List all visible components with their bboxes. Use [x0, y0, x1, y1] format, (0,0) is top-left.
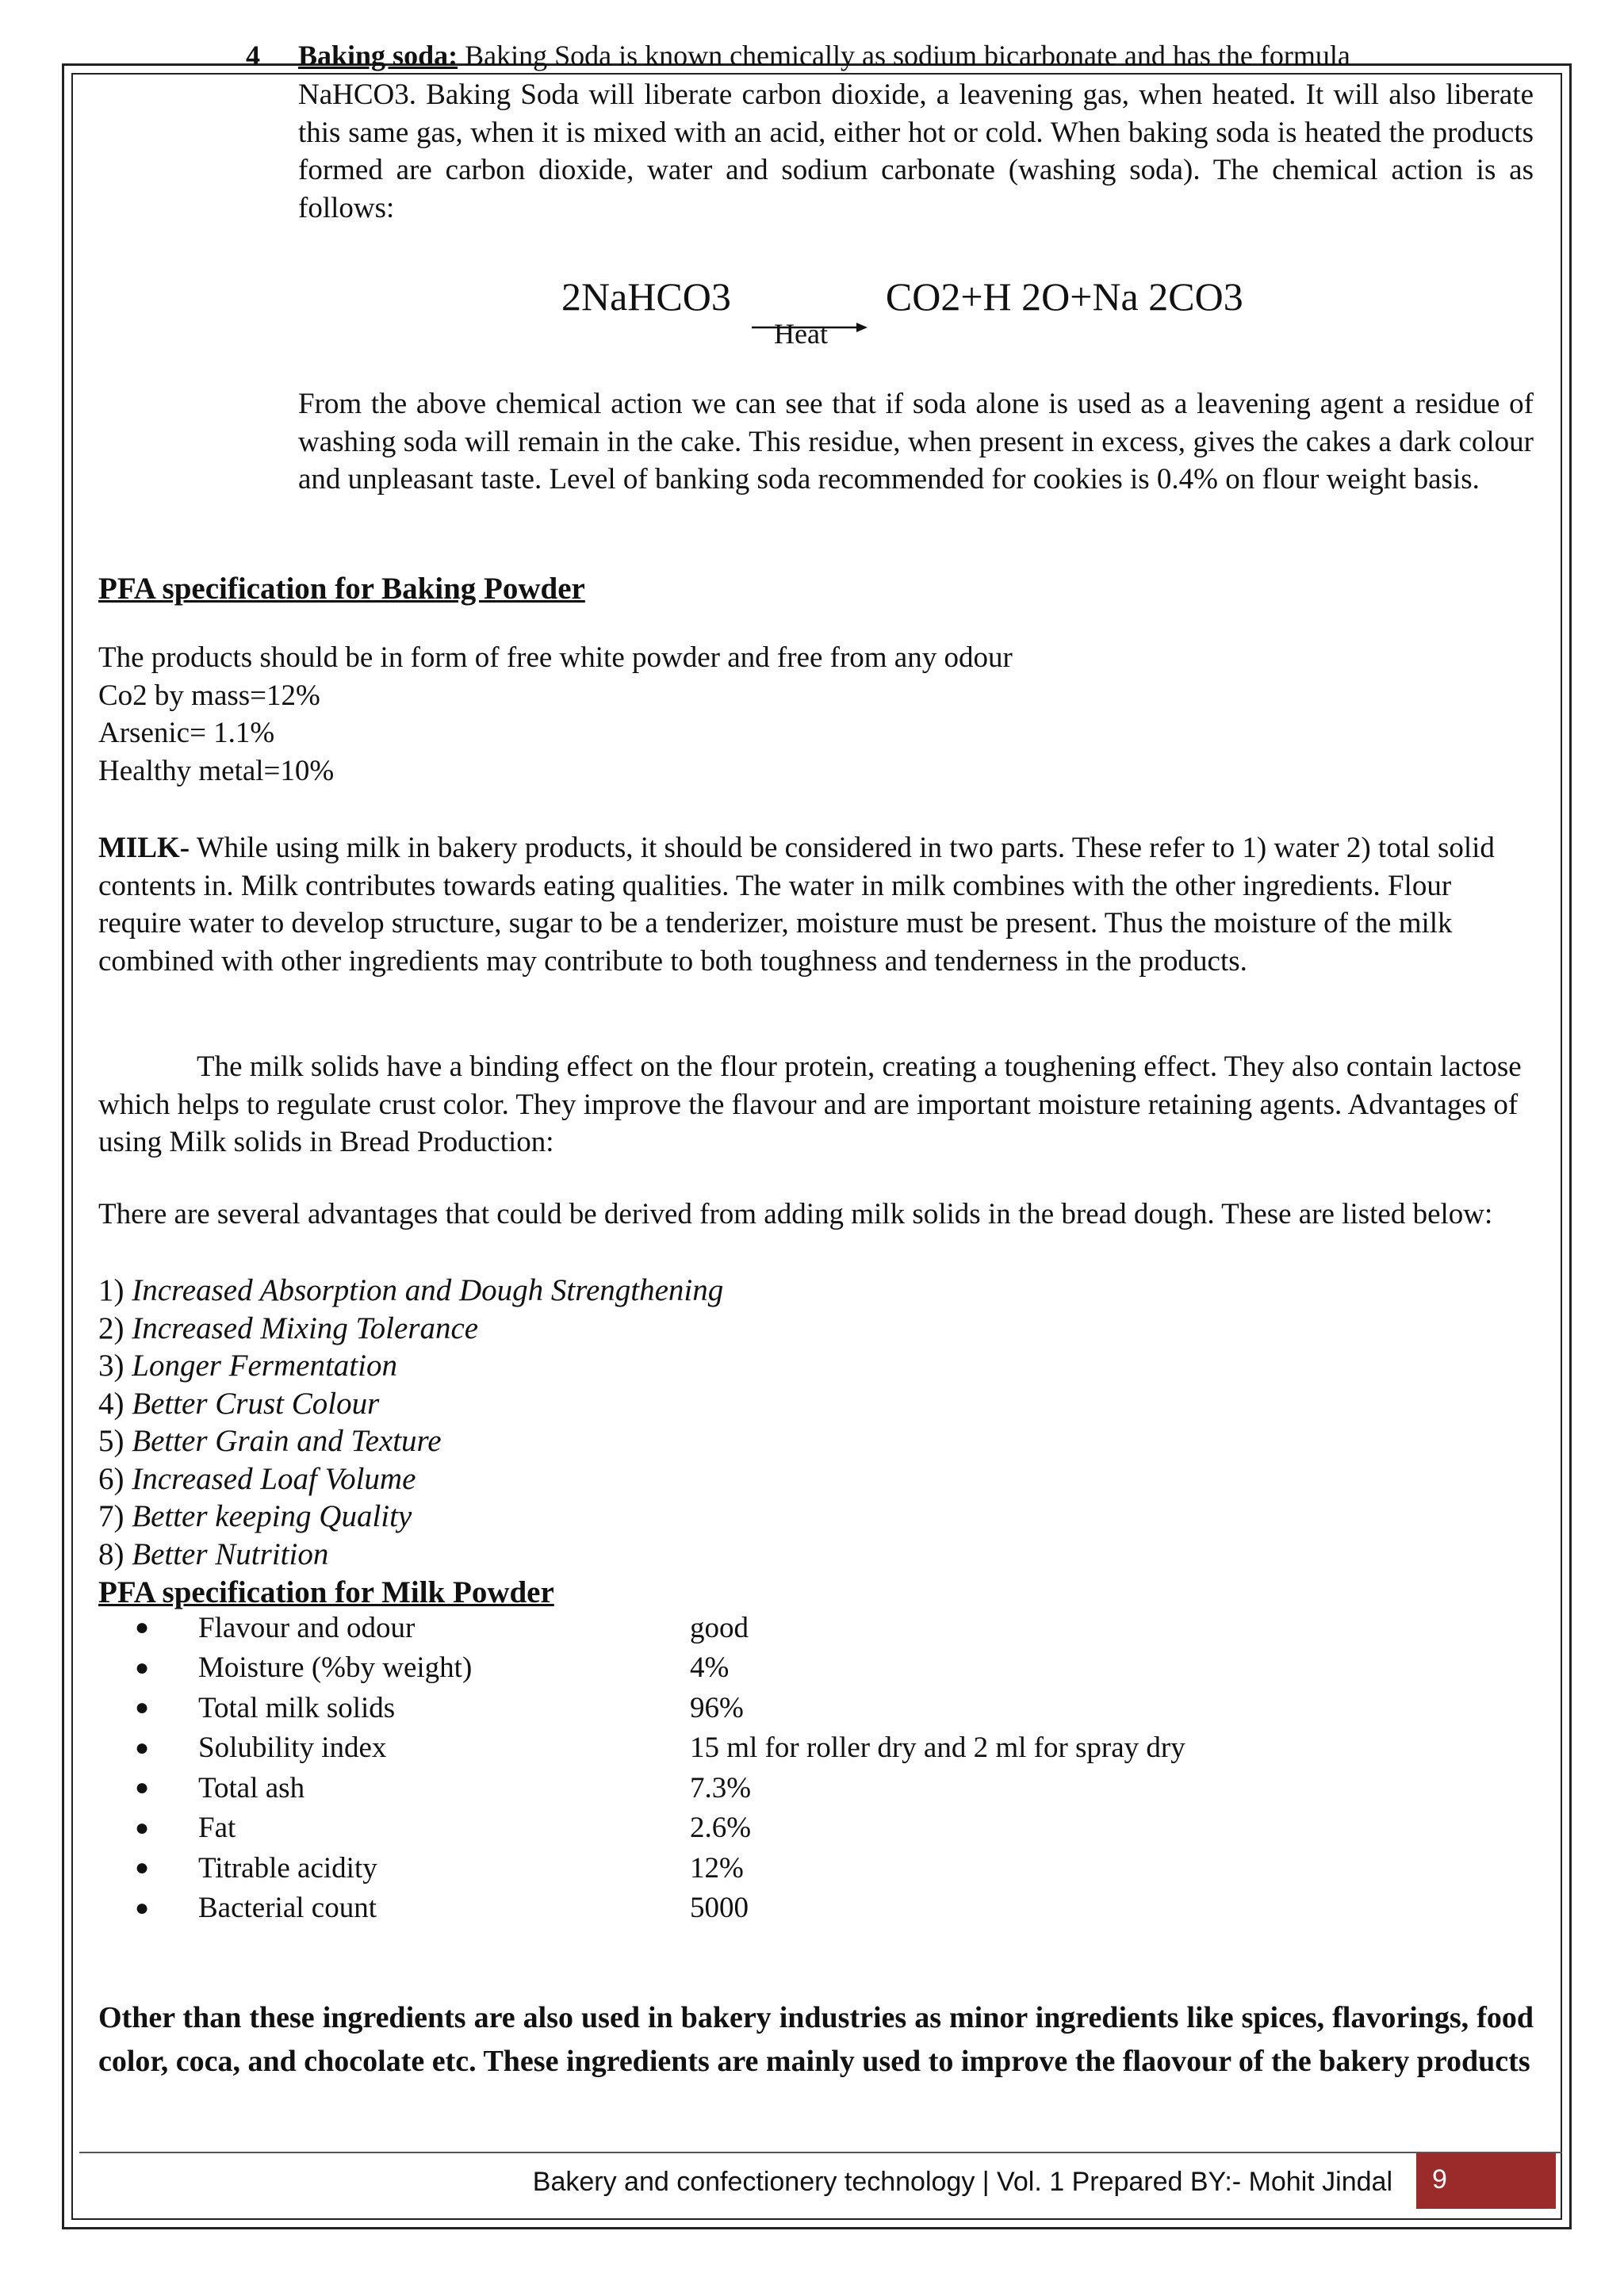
list-item-text: Increased Loaf Volume: [132, 1461, 416, 1496]
list-item-text: 8): [98, 1536, 124, 1571]
list-item: [98, 1498, 723, 1536]
baking-powder-spec-list: [98, 639, 1534, 790]
list-item-text: Increased Absorption and Dough Strengthening: [132, 1273, 724, 1307]
spec-line: The products should be in form of free white powder and free from any odour: [98, 641, 1013, 674]
list-item-text: 2): [98, 1311, 124, 1345]
list-item-text: 1): [98, 1273, 124, 1307]
baking-soda-title: Baking soda:: [298, 40, 458, 71]
milk-paragraph-text: While using milk in bakery products, it should be considered in two parts. These refer to 1) water 2) total solid contents in. Milk contributes towards eating qualities. The water in milk combines with the other ingredients. Flour require water to develop structure, sugar to be a tenderizer, moisture must be present. Thus the moisture of the milk combined with other ingredients may contribute to both toughness and tenderness in the products.: [98, 832, 1495, 978]
table-row: [135, 1648, 1185, 1689]
equation-products: CO2+H 2O+Na 2CO3: [885, 274, 1243, 319]
table-row: [135, 1848, 1185, 1888]
spec-line: Arsenic= 1.1%: [98, 717, 275, 749]
bullet-icon: ●: [135, 1614, 150, 1641]
table-cell: Titrable acidity: [198, 1851, 377, 1885]
list-item: [98, 1385, 723, 1423]
baking-soda-intro: Baking Soda is known chemically as sodium bicarbonate and has the formula: [458, 40, 1350, 71]
table-cell: 4%: [690, 1651, 730, 1685]
footer-divider: [79, 2152, 1562, 2153]
list-item-text: Better Crust Colour: [132, 1386, 380, 1421]
milk-advantages-intro: There are several advantages that could be derived from adding milk solids in the bread dough. These are listed below:: [98, 1198, 1493, 1230]
list-item-text: 7): [98, 1499, 124, 1533]
equation-condition: Heat: [774, 318, 828, 350]
table-cell: Total milk solids: [198, 1691, 396, 1724]
table-cell: Fat: [198, 1812, 236, 1845]
milk-solids-paragraph: The milk solids have a binding effect on the flour protein, creating a toughening effect. They also contain lactose which helps to regulate crust color. They improve the flavour and are important moisture retaining agents. Advantages of using Milk solids in Bread Production:: [98, 1050, 1522, 1158]
table-cell: Total ash: [198, 1771, 305, 1804]
table-cell: good: [690, 1611, 749, 1644]
baking-soda-residue-paragraph: From the above chemical action we can see that if soda alone is used as a leavening agent a residue of washing soda will remain in the cake. This residue, when present in excess, gives the cakes a dark colour and unpleasant taste. Level of banking soda recommended for cookies is 0.4% on flour weight basis.: [298, 388, 1534, 496]
list-item: [98, 1347, 723, 1385]
list-item: [98, 1272, 723, 1310]
bullet-icon: ●: [135, 1774, 150, 1801]
baking-soda-first-line: [246, 36, 1534, 75]
milk-lead: MILK-: [98, 832, 190, 864]
list-item-text: 4): [98, 1386, 124, 1421]
table-cell: 12%: [690, 1851, 744, 1885]
list-item-text: 6): [98, 1461, 124, 1496]
table-cell: Bacterial count: [198, 1892, 377, 1925]
spec-line: Healthy metal=10%: [98, 754, 335, 787]
table-row: [135, 1608, 1185, 1648]
baking-soda-paragraph: NaHCO3. Baking Soda will liberate carbon dioxide, a leavening gas, when heated. It will also liberate this same gas, when it is mixed with an acid, either hot or cold. When baking soda is heated the products formed are carbon dioxide, water and sodium carbonate (washing soda). The chemical action is as follows:: [298, 78, 1534, 224]
table-cell: 2.6%: [690, 1812, 752, 1845]
table-cell: Solubility index: [198, 1732, 387, 1765]
bullet-icon: ●: [135, 1734, 150, 1761]
baking-powder-spec-heading: PFA specification for Baking Powder: [98, 572, 585, 606]
table-cell: 96%: [690, 1691, 744, 1724]
milk-powder-spec-table: [135, 1608, 1185, 1928]
list-item: [98, 1460, 723, 1498]
equation-reactant: 2NaHCO3: [561, 274, 731, 319]
item-number: 4: [246, 40, 260, 71]
milk-advantages-list: [98, 1272, 723, 1573]
list-item-text: Longer Fermentation: [132, 1349, 397, 1383]
table-cell: 5000: [690, 1892, 749, 1925]
list-item-text: 5): [98, 1424, 124, 1458]
chemical-equation: [561, 268, 1243, 325]
list-item: [98, 1310, 723, 1348]
list-item-text: Better Nutrition: [132, 1536, 329, 1571]
closing-paragraph: Other than these ingredients are also used in bakery industries as minor ingredients like spices, flavorings, food color, coca, and chocolate etc. These ingredients are mainly used to improve the flaovour of the bakery products: [98, 2001, 1534, 2078]
page-number: 9: [1416, 2153, 1556, 2209]
reaction-arrow-icon: [752, 293, 868, 309]
bullet-icon: ●: [135, 1894, 150, 1921]
bullet-icon: ●: [135, 1654, 150, 1681]
table-cell: Moisture (%by weight): [198, 1651, 473, 1685]
spec-line: Co2 by mass=12%: [98, 679, 320, 712]
milk-paragraph: [98, 829, 1534, 980]
bullet-icon: ●: [135, 1694, 150, 1721]
list-item-text: Increased Mixing Tolerance: [132, 1311, 479, 1345]
list-item-text: Better keeping Quality: [132, 1499, 412, 1533]
footer-text: Bakery and confectionery technology | Vol. 1 Prepared BY:- Mohit Jindal: [532, 2167, 1392, 2197]
table-row: [135, 1888, 1185, 1929]
milk-powder-spec-heading: PFA specification for Milk Powder: [98, 1575, 554, 1609]
table-cell: 15 ml for roller dry and 2 ml for spray dry: [690, 1732, 1185, 1765]
table-row: [135, 1808, 1185, 1849]
bullet-icon: ●: [135, 1814, 150, 1841]
list-item: [98, 1422, 723, 1460]
table-row: [135, 1728, 1185, 1769]
table-cell: Flavour and odour: [198, 1611, 416, 1644]
table-row: [135, 1768, 1185, 1808]
bullet-icon: ●: [135, 1854, 150, 1881]
table-cell: 7.3%: [690, 1771, 752, 1804]
table-row: [135, 1688, 1185, 1728]
list-item-text: Better Grain and Texture: [132, 1424, 442, 1458]
list-item-text: 3): [98, 1349, 124, 1383]
list-item: [98, 1536, 723, 1574]
